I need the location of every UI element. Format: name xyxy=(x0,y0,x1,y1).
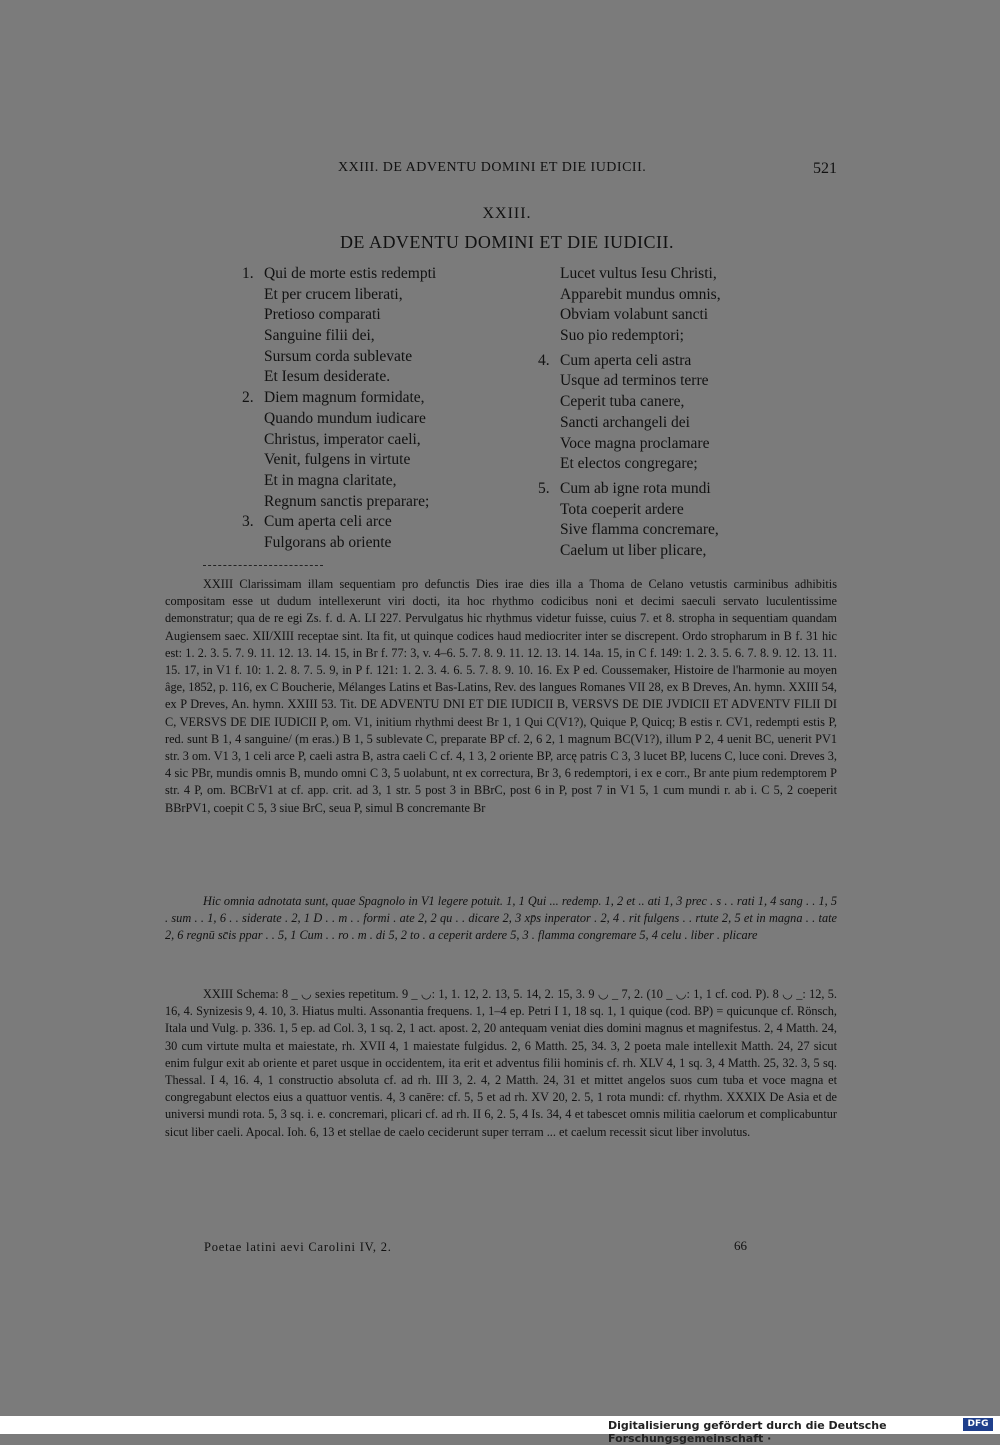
verse-line xyxy=(536,305,721,326)
verse-line xyxy=(240,409,436,430)
verse-line xyxy=(536,392,721,413)
verse-line xyxy=(240,512,436,533)
metrical-schema-text: XXIII Schema: 8 _ ◡ sexies repetitum. 9 _ ◡: 1, 1. 12, 2. 13, 5. 14, 2. 15, 3. 9 ◡ _ 7, 2. (10 _ ◡: 1, 1 cf. cod. P). 8 ◡ _: 12, 5. 16, 4. Synizesis 9, 4. 10, 3. Hiatus multi. Assonantia frequens. 1, 1–4 ep. Petri I 1, 18 sq. 1, 1 quique (cod. BP) = quicunque cf. Rönsch, Itala und Vulg. p. 336. 1, 5 ep. ad Col. 3, 1 sq. 2, 1 act. apost. 2, 20 antequam veniat dies domini magnus et magnifestus. 2, 4 Matth. 24, 30 cum virtute multa et maiestate, rh. XVII 4, 1 maiestate fulgidus. 2, 6 Matth. 25, 34. 3, 2 poeta male intellexit Matth. 24, 27 sicut enim fulgur exit ab oriente et paret usque in occidentem, ita erit et adventus filii hominis cf. rh. XLV 4, 1 sq. 3, 4 Matth. 25, 32. 3, 5 sq. Thessal. I 4, 16. 4, 1 constructio absoluta cf. ad rh. III 3, 2. 4, 2 Matth. 24, 31 et mittet angelos suos cum tuba et voce magna et congregabunt electos eius a quattuor ventis. 4, 3 canēre: cf. 5, 5 et ad rh. XV 20, 2. 5, 1 rota mundi: cf. rhythm. XXXIX De Asia et de universi mundi rota. 5, 3 sq. i. e. concremari, plicari cf. ad rh. II 6, 2. 5, 4 Is. 34, 4 et tabescet omnis militia caelorum et complicabuntur sicut liber caeli. Apocal. Ioh. 6, 13 et stellae de caelo ceciderunt super terram ... et caelum recessit sicut liber involutus. xyxy=(165,987,837,1139)
verse-text: Et in magna claritate, xyxy=(264,471,397,489)
verse-line xyxy=(536,326,721,347)
verse-text: Voce magna proclamare xyxy=(560,434,710,452)
verse-text: Obviam volabunt sancti xyxy=(560,306,709,324)
verse-text: Cum ab igne rota mundi xyxy=(560,479,711,497)
verse-line xyxy=(240,450,436,471)
verse-text: Sanguine filii dei, xyxy=(264,327,375,345)
verse-line xyxy=(536,371,721,392)
digitization-credit: Digitalisierung gefördert durch die Deutsche Forschungsgemeinschaft · xyxy=(608,1419,887,1445)
verse-text: Sive flamma concremare, xyxy=(560,521,719,539)
verse-text: Regnum sanctis preparare; xyxy=(264,492,430,510)
verse-line xyxy=(240,533,436,554)
series-footer: Poetae latini aevi Carolini IV, 2. xyxy=(204,1240,392,1254)
metrical-schema-notes xyxy=(165,986,837,1141)
verse-line xyxy=(536,434,721,455)
spagnolo-readings-text: Hic omnia adnotata sunt, quae Spagnolo in V1 legere potuit. 1, 1 Qui ... redemp. 1, 2 et .. ati 1, 3 prec . s . . rati 1, 4 sang . . 1, 5 . sum . . 1, 6 . . siderate . 2, 1 D . . m . . formi . ate 2, 2 qu . . dicare 2, 3 xp̄s inperator . 2, 4 . rit fulgens . . rtute 2, 5 et in magna . . tate 2, 6 regnū sc̄is ppar . . 5, 1 Cum . . ro . m . di 5, 2 to . a ceperit ardere 5, 3 . flamma congremare 5, 4 celu . liber . plicare xyxy=(165,894,837,943)
poem-column-left xyxy=(240,264,436,554)
critical-apparatus xyxy=(165,576,837,817)
verse-text: Cum aperta celi arce xyxy=(264,513,392,531)
verse-text: Lucet vultus Iesu Christi, xyxy=(560,265,717,282)
verse-text: Ceperit tuba canere, xyxy=(560,393,685,411)
verse-text: Et Iesum desiderate. xyxy=(264,368,391,386)
verse-text: Quando mundum iudicare xyxy=(264,409,426,427)
stanza-number: 1. xyxy=(242,265,254,282)
verse-line xyxy=(240,305,436,326)
verse-line xyxy=(536,351,721,372)
page-number: 521 xyxy=(813,160,837,177)
verse-text: Apparebit mundus omnis, xyxy=(560,285,721,303)
verse-line xyxy=(536,285,721,306)
verse-text: Pretioso comparati xyxy=(264,306,381,324)
verse-line xyxy=(240,264,436,285)
stanza-number: 2. xyxy=(242,389,254,407)
verse-line xyxy=(536,541,721,562)
verse-text: Caelum ut liber plicare, xyxy=(560,541,707,559)
verse-line xyxy=(240,347,436,368)
verse-line xyxy=(240,430,436,451)
verse-text: Usque ad terminos terre xyxy=(560,372,709,390)
poem-title: DE ADVENTU DOMINI ET DIE IUDICII. xyxy=(339,232,675,252)
poem-number: XXIII. xyxy=(482,205,532,222)
verse-text: Et electos congregare; xyxy=(560,455,698,473)
verse-line xyxy=(536,413,721,434)
critical-apparatus-text: XXIII Clarissimam illam sequentiam pro defunctis Dies irae dies illa a Thoma de Celano vetustis carminibus adhibitis compositam esse ut dudum intellexerunt viri docti, ita hoc rhythmo codicibus noni et decimi saeculi servato luculentissime demonstratur; qua de re egi Zs. f. d. A. LI 227. Pervulgatus hic rhythmus videtur fuisse, cuius 7. et 8. stropha in sequentiam quandam Augiensem saec. XII/XIII receptae sint. Ita fit, ut quinque codices haud mediocriter inter se discrepent. Ordo stropharum in B f. 31 hic est: 1. 2. 3. 5. 7. 9. 11. 12. 13. 14. 15, in Br f. 77: 3, v. 4–6. 5. 7. 8. 9. 11. 12. 13. 14. 14a. 15, in C f. 149: 1. 2. 3. 5. 6. 7. 8. 9. 12. 13. 11. 15. 17, in V1 f. 10: 1. 2. 8. 7. 5. 9, in P f. 121: 1. 2. 3. 4. 6. 5. 7. 8. 9. 10. 16. Ex P ed. Coussemaker, Histoire de l'harmonie au moyen âge, 1852, p. 116, ex C Boucherie, Mélanges Latins et Bas-Latins, Rev. des langues Romanes VII 28, ex B Dreves, An. hymn. XXIII 54, ex P Dreves, An. hymn. XXIII 53. Tit. DE ADVENTU DNI ET DIE IUDICII B, VERSVS DE DIE JVDICII ET ADVENTV FILII DI C, VERSVS DE DIE IUDICII P, om. V1, initium rhythmi deest Br 1, 1 Qui C(V1?), Quique P, Quicq; B estis r. CV1, redempti estis P, red. sunt B 1, 4 sanguine/ (m eras.) B 1, 5 sublevate C, preparate BP cf. 2, 6 2, 1 magnum BC(V1?), illum P 2, 4 uenit BC, uenerit PV1 str. 3 om. V1 3, 1 celi arce P, caeli astra B, astra caeli C cf. 4, 1 3, 2 oriente BP, arcę patris C 3, 3 lucet BP, lucens C, luce coni. Dreves 3, 4 sic PBr, mundis omnis B, mundo omni C 3, 5 uolabunt, nt ex correctura, Br 3, 6 redemptori, i ex e corr., Br ante pium redemptorem P str. 4 P, om. BCBrV1 at cf. app. crit. ad 3, 1 str. 5 post 3 in BBrC, post 6 in P, post 7 in V1 5, 1 cum mundi r. ab i. C 5, 2 coeperit BBrPV1, coepit C 5, 3 siue BrC, seua P, simul B concremante Br xyxy=(165,577,837,815)
verse-text: Diem magnum formidate, xyxy=(264,389,425,407)
stanza-number: 5. xyxy=(538,479,550,497)
sheet-signature: 66 xyxy=(734,1238,747,1253)
verse-line xyxy=(240,492,436,513)
verse-text: Fulgorans ab oriente xyxy=(264,533,392,551)
verse-line xyxy=(536,500,721,521)
verse-text: Sancti archangeli dei xyxy=(560,413,690,431)
spagnolo-readings xyxy=(165,893,837,945)
verse-text: Venit, fulgens in virtute xyxy=(264,451,411,469)
verse-line xyxy=(240,388,436,409)
verse-line xyxy=(240,285,436,306)
stanza-number: 3. xyxy=(242,513,254,531)
verse-line xyxy=(536,479,721,500)
running-head: XXIII. DE ADVENTU DOMINI ET DIE IUDICII. xyxy=(338,160,647,175)
verse-text: Suo pio redemptori; xyxy=(560,327,684,345)
verse-line xyxy=(536,520,721,541)
verse-line xyxy=(536,454,721,475)
verse-line xyxy=(240,326,436,347)
verse-text: Christus, imperator caeli, xyxy=(264,430,421,448)
verse-line xyxy=(240,367,436,388)
verse-text: Et per crucem liberati, xyxy=(264,285,403,303)
verse-text: Cum aperta celi astra xyxy=(560,351,692,369)
stanza-number: 4. xyxy=(538,351,550,369)
dfg-logo[interactable]: DFG xyxy=(963,1418,993,1431)
verse-line xyxy=(240,471,436,492)
verse-text: Qui de morte estis redempti xyxy=(264,265,437,282)
poem-column-right xyxy=(536,264,721,562)
verse-text: Tota coeperit ardere xyxy=(560,500,684,518)
verse-text: Sursum corda sublevate xyxy=(264,347,413,365)
verse-line xyxy=(536,264,721,285)
footnote-divider xyxy=(203,565,323,566)
